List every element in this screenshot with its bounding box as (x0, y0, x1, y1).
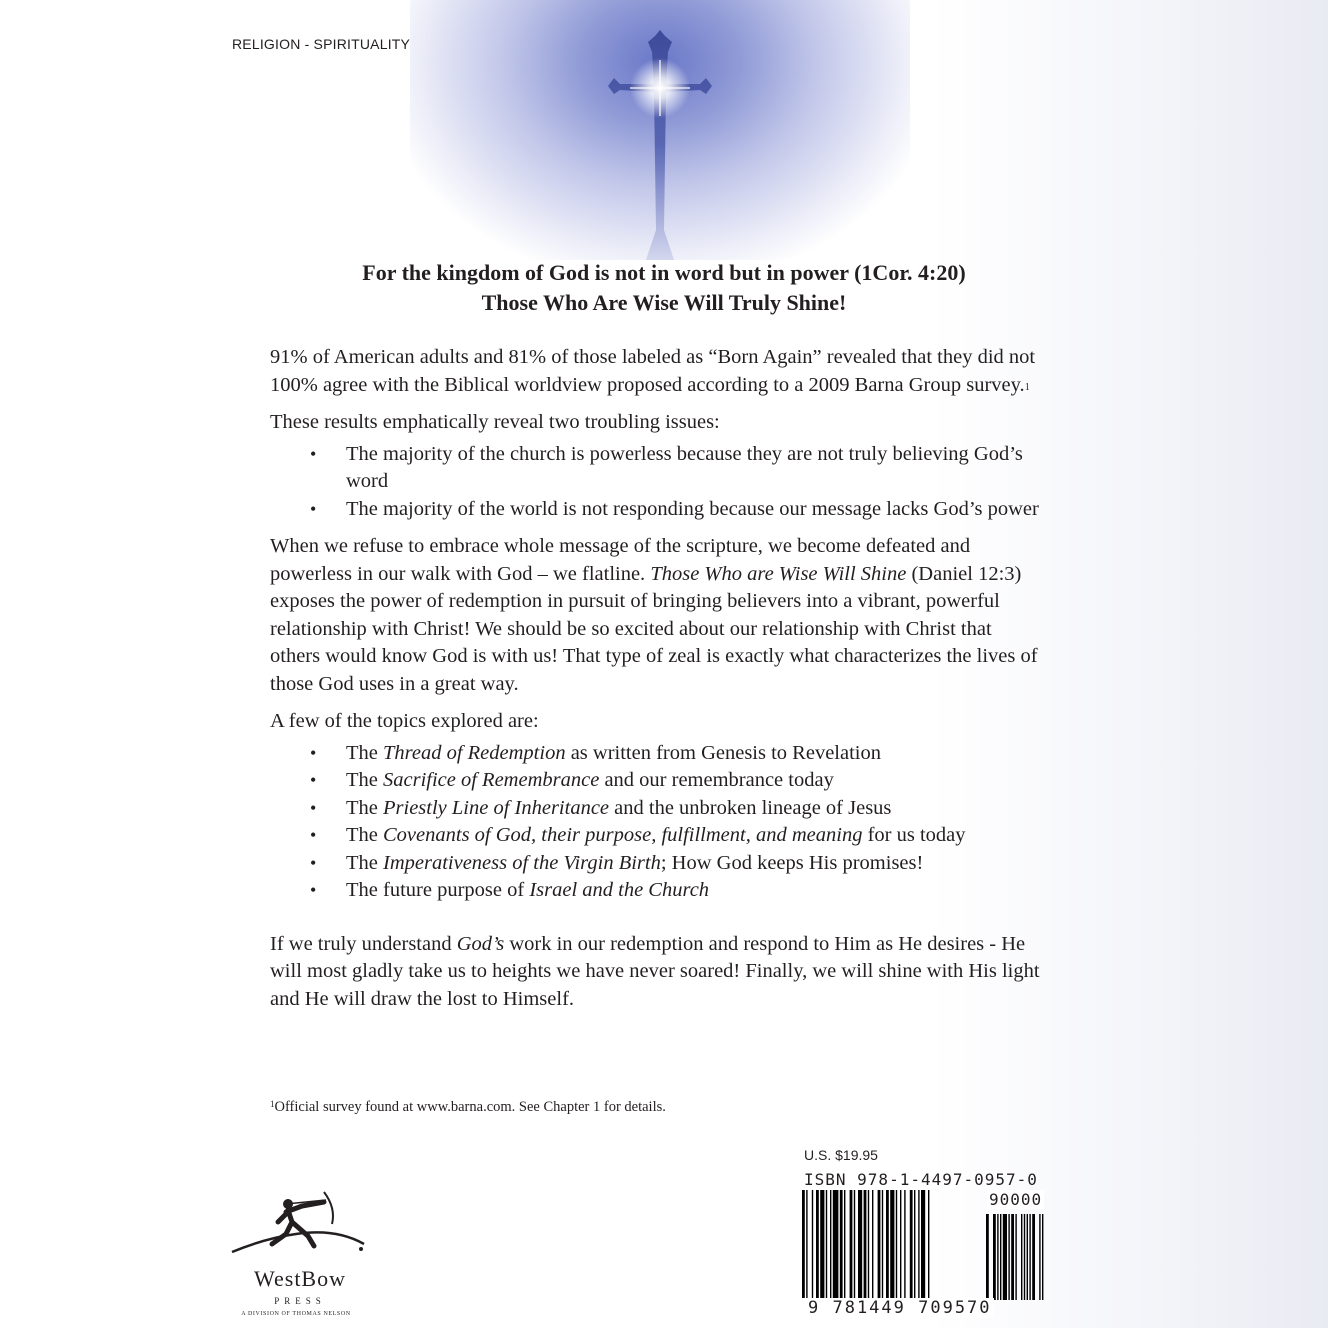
westbow-archer-logo (226, 1188, 376, 1328)
list-item: • The Sacrifice of Remembrance and our remembrance today (270, 767, 1040, 795)
headline-line-1: For the kingdom of God is not in word but in power (1Cor. 4:20) (362, 260, 966, 285)
list-item: • The Covenants of God, their purpose, fulfillment, and meaning for us today (270, 822, 1040, 850)
intro-text: 91% of American adults and 81% of those labeled as “Born Again” revealed that they did not 100% agree with the Biblical worldview proposed according to a 2009 Barna Group survey. (270, 346, 1036, 396)
main-text-before: When we refuse to embrace whole message of the scripture, we become defeated and powerless in our walk with God – we flatline. (270, 535, 971, 585)
footnote (270, 1099, 666, 1116)
closing-text-after: work in our redemption and respond to Him as He desires - He will most gladly take us to heights we have never soared! Finally, we will shine with His light and He will draw the lost to Himself. (270, 932, 1040, 1010)
publisher-name: WestBow (253, 1266, 346, 1291)
topics-lead: A few of the topics explored are: (270, 710, 539, 732)
list-item: • The future purpose of Israel and the Church (270, 877, 1040, 905)
addon-code: 90000 (989, 1190, 1043, 1209)
list-item: • The Priestly Line of Inheritance and the unbroken lineage of Jesus (270, 795, 1040, 823)
closing-paragraph (270, 931, 1040, 1014)
publisher-division: A DIVISION OF THOMAS NELSON (241, 1311, 351, 1317)
category-label: RELIGION - SPIRITUALITY (232, 36, 411, 52)
footnote-text: Official survey found at www.barna.com. See Chapter 1 for details. (274, 1099, 666, 1115)
cross-icon (560, 30, 760, 260)
list-item: • The Imperativeness of the Virgin Birth; How God keeps His promises! (270, 850, 1040, 878)
price-label: U.S. $19.95 (804, 1147, 878, 1163)
footnote-ref: 1 (1024, 381, 1030, 393)
main-text-after: (Daniel 12:3) exposes the power of redemption in pursuit of bringing believers into a vibrant, powerful relationship with Christ! We should be so excited about our relationship with Christ that others would know God is with us! That type of zeal is exactly what characterizes the lives of those God uses in a great way. (270, 562, 1038, 695)
issues-lead: These results emphatically reveal two troubling issues: (270, 411, 720, 433)
isbn-label: ISBN 978-1-4497-0957-0 (804, 1170, 1038, 1189)
headline-line-2: Those Who Are Wise Will Truly Shine! (481, 290, 847, 315)
topics-list (270, 740, 1040, 905)
headline (200, 258, 1128, 318)
footnote-marker: 1 (270, 1099, 275, 1109)
main-paragraph (270, 533, 1040, 698)
list-item: • The majority of the church is powerless because they are not truly believing God’s word (270, 441, 1040, 496)
intro-paragraph (270, 344, 1040, 399)
issues-list (270, 441, 1040, 524)
closing-text-before: If we truly understand (270, 932, 457, 955)
barcode-digits: 9 781449 709570 (808, 1298, 992, 1318)
list-item: • The majority of the world is not responding because our message lacks God’s power (270, 496, 1040, 524)
book-title-italic: Those Who are Wise Will Shine (650, 562, 907, 585)
publisher-press: PRESS (274, 1296, 326, 1306)
closing-em: God’s (456, 932, 505, 955)
list-item: • The Thread of Redemption as written from Genesis to Revelation (270, 740, 1040, 768)
blurb-body (270, 344, 1040, 1023)
